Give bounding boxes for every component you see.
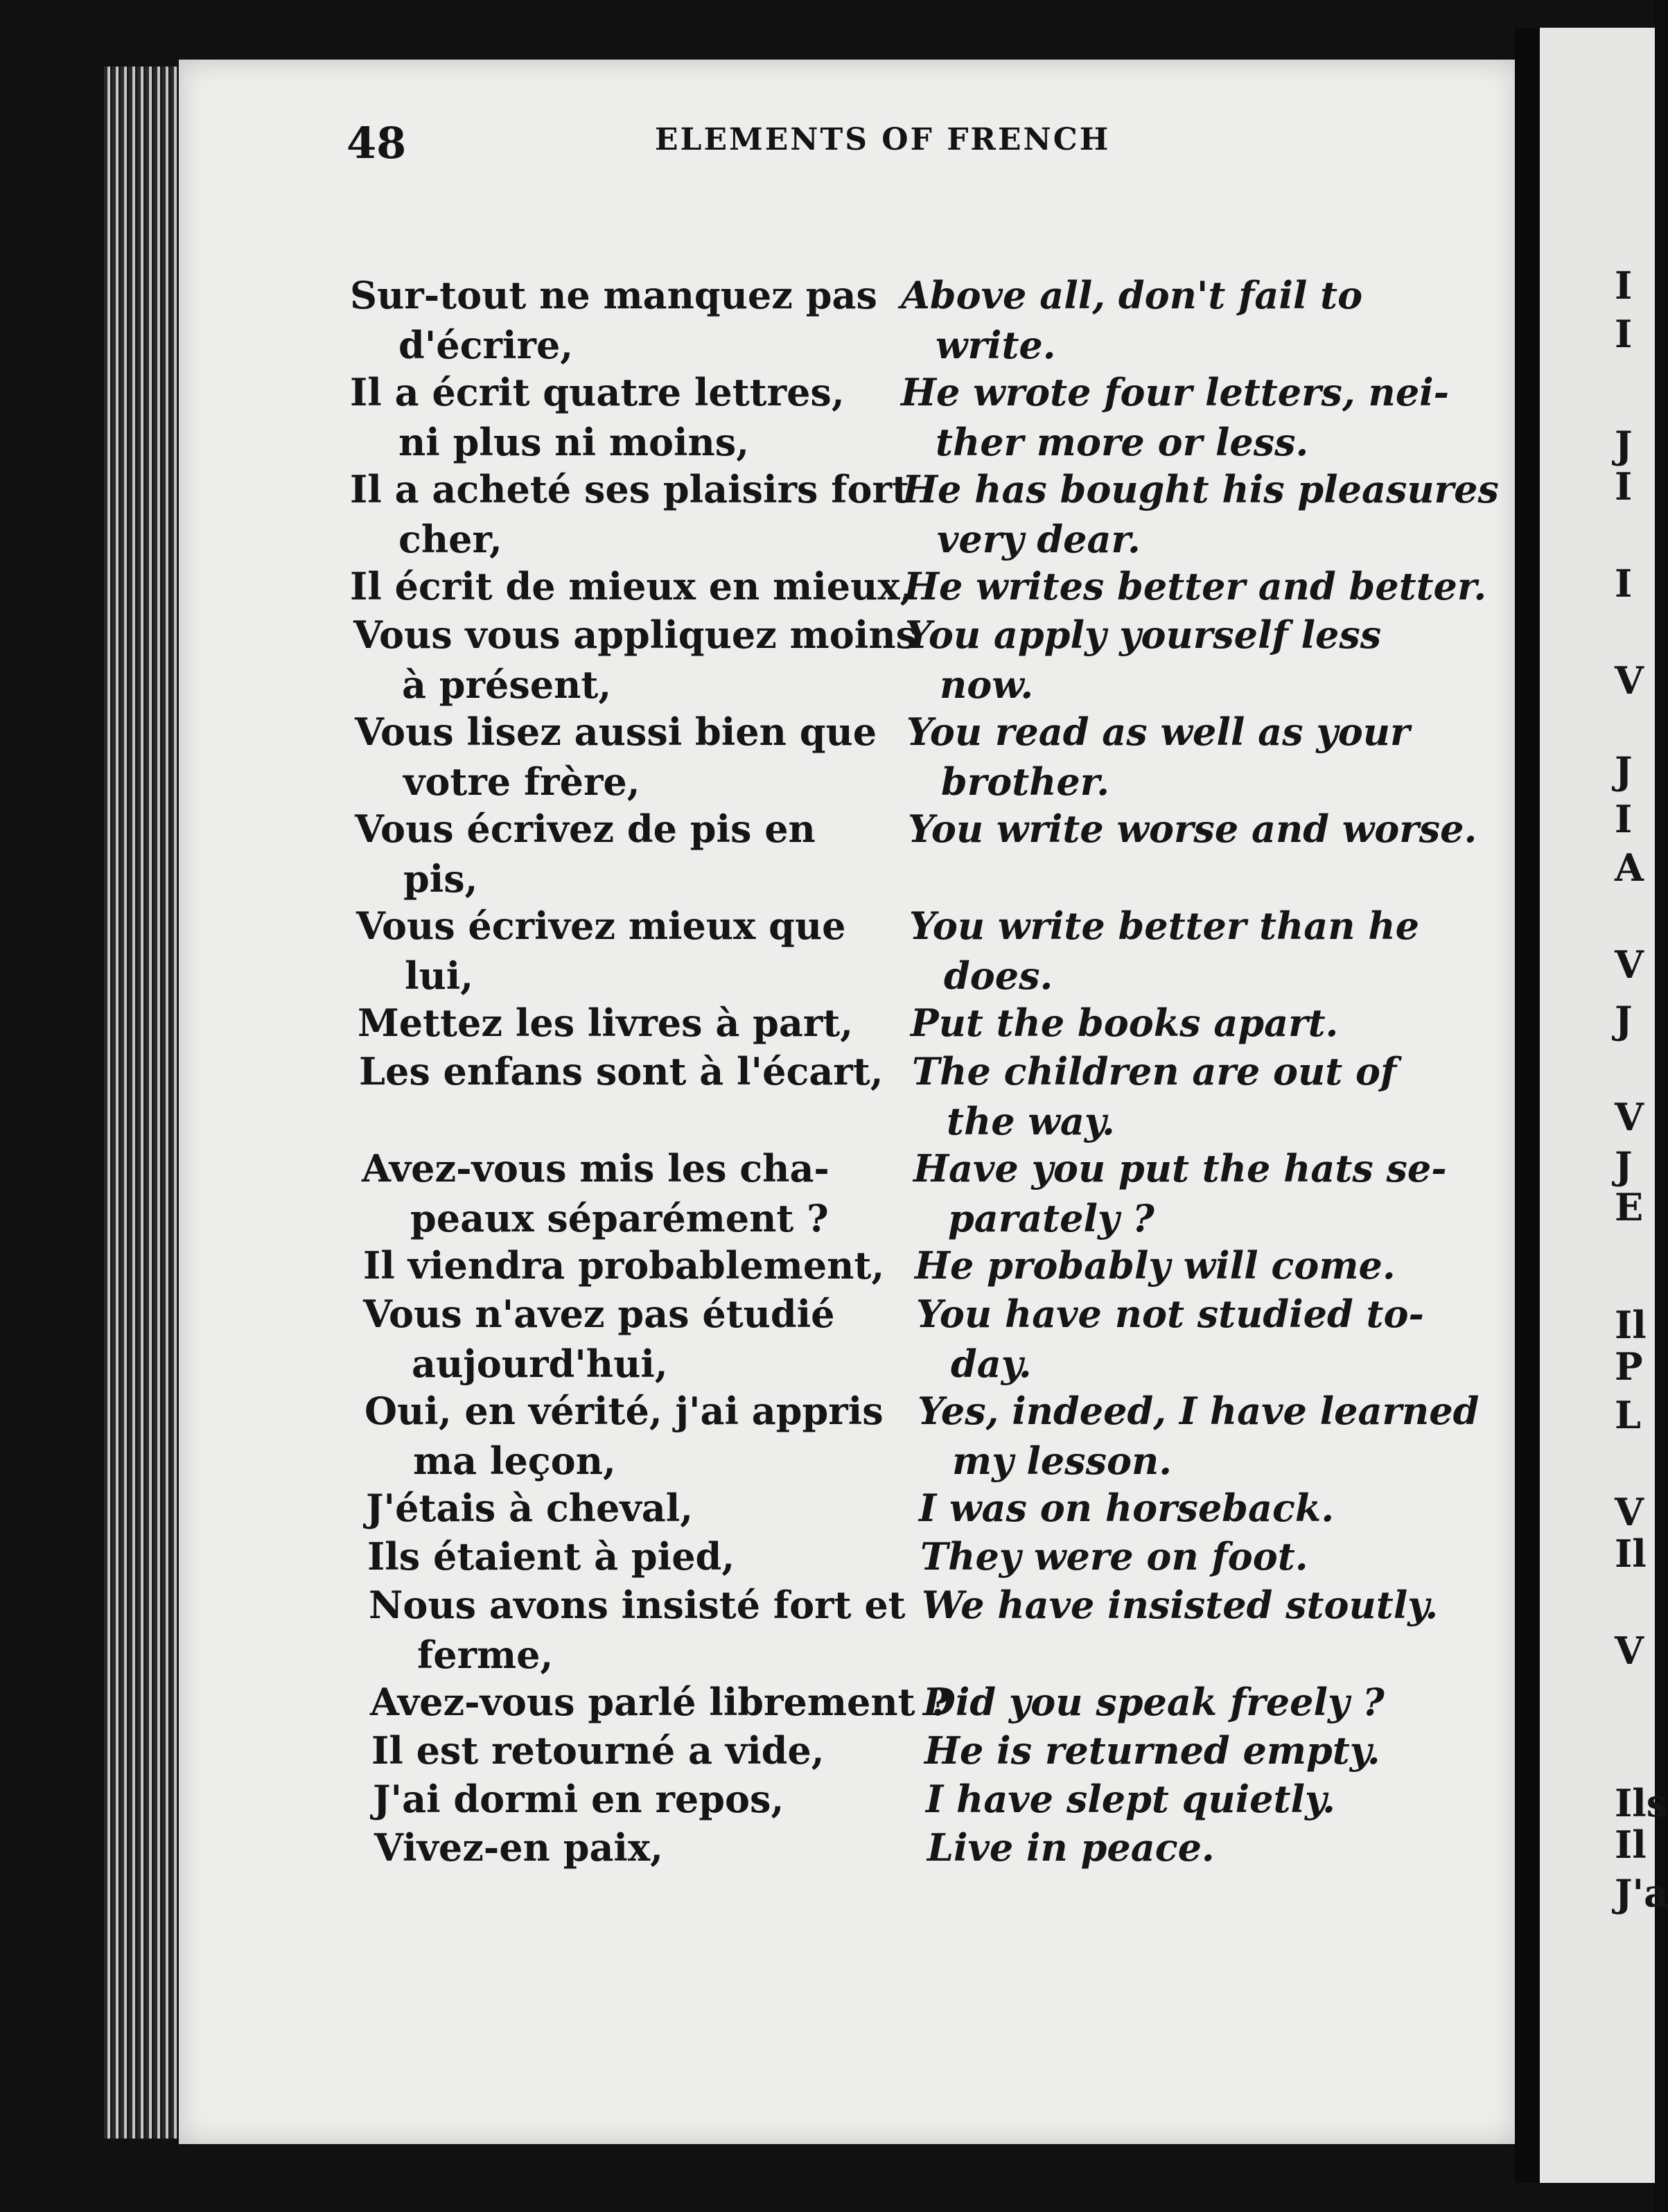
french-phrase (367, 1531, 908, 1581)
english-translation-line: He writes better and better. (904, 564, 1487, 608)
french-phrase-line: J'ai dormi en repos, (373, 1777, 784, 1821)
english-translation-line: He wrote four letters, nei- (901, 370, 1450, 414)
english-translation (922, 1580, 1448, 1630)
french-phrase-line: à présent, (402, 662, 612, 707)
english-translation (926, 1774, 1452, 1824)
french-phrase (370, 1677, 950, 1727)
english-translation (918, 1386, 1480, 1486)
french-phrase-line: aujourd'hui, (412, 1342, 668, 1386)
english-translation-line: They were on foot. (920, 1534, 1308, 1579)
french-phrase (350, 270, 890, 370)
english-translation-line: my lesson. (952, 1439, 1173, 1483)
english-translation (913, 1143, 1447, 1243)
facing-page-letter: Il (1615, 1823, 1647, 1867)
facing-page-letter: L (1615, 1393, 1641, 1437)
english-translation-line: write. (936, 323, 1056, 367)
facing-page-letter: V (1615, 942, 1644, 987)
french-phrase (374, 1823, 915, 1872)
facing-page-letter: J'a (1615, 1871, 1668, 1915)
english-translation-line: Have you put the hats se- (913, 1146, 1447, 1191)
french-phrase-line: Oui, en vérité, j'ai appris (365, 1389, 884, 1433)
facing-page-letter: J (1615, 748, 1633, 793)
english-translation-line: does. (944, 954, 1053, 998)
english-translation-line: He is returned empty. (924, 1728, 1380, 1773)
facing-page-letter: I (1615, 561, 1633, 606)
english-translation (902, 464, 1499, 564)
french-phrase-line: Mettez les livres à part, (358, 1001, 854, 1045)
facing-page-letter: Il (1615, 1303, 1647, 1347)
french-phrase (373, 1774, 913, 1824)
french-phrase (356, 901, 897, 1001)
english-translation (912, 1046, 1439, 1146)
running-title: ELEMENTS OF FRENCH (655, 122, 1111, 157)
french-phrase-line: Les enfans sont à l'écart, (359, 1049, 884, 1094)
english-translation-line: parately ? (948, 1196, 1155, 1240)
french-phrase-line: ferme, (417, 1633, 554, 1677)
english-translation (916, 1289, 1443, 1389)
facing-page-letter: V (1615, 1490, 1644, 1534)
english-translation-line: day. (951, 1342, 1032, 1386)
english-translation-line: I have slept quietly. (926, 1777, 1335, 1821)
english-translation-line: You read as well as your (906, 710, 1410, 754)
french-phrase (359, 1046, 899, 1096)
french-phrase-line: Avez-vous mis les cha- (362, 1146, 829, 1191)
french-phrase-line: ma leçon, (413, 1439, 616, 1483)
facing-page-letter: I (1615, 464, 1633, 509)
french-phrase (362, 1143, 902, 1243)
french-phrase-line: Vous vous appliquez moins (353, 613, 917, 657)
facing-page-letter: V (1615, 658, 1644, 703)
english-translation-line: He has bought his pleasures (902, 467, 1499, 511)
french-phrase (366, 1483, 906, 1533)
french-phrase (358, 998, 898, 1048)
english-translation-line: now. (940, 662, 1034, 707)
english-translation-line: You write better than he (909, 904, 1419, 948)
facing-page-letter: V (1615, 1095, 1644, 1139)
english-translation (906, 707, 1433, 807)
french-phrase-line: Il viendra probablement, (363, 1243, 885, 1288)
facing-page-letter: I (1615, 263, 1633, 308)
french-phrase (363, 1240, 904, 1290)
english-translation (920, 1531, 1447, 1581)
french-phrase (353, 610, 917, 710)
english-translation (909, 901, 1436, 1001)
english-translation-line: ther more or less. (936, 420, 1309, 464)
english-translation-line: He probably will come. (915, 1243, 1396, 1288)
english-translation (904, 561, 1487, 611)
english-translation-line: We have insisted stoutly. (922, 1583, 1439, 1627)
english-translation (905, 610, 1432, 710)
french-phrase-line: Vivez-en paix, (374, 1825, 663, 1870)
english-translation (919, 1483, 1446, 1533)
facing-page-letter: J (1615, 423, 1633, 467)
english-translation-line: The children are out of (912, 1049, 1397, 1094)
english-translation (923, 1677, 1450, 1727)
french-phrase-line: Il écrit de mieux en mieux, (350, 564, 913, 608)
french-phrase-line: Vous n'avez pas étudié (363, 1292, 835, 1336)
french-phrase-line: Vous lisez aussi bien que (355, 710, 877, 754)
facing-page-letter: Il (1615, 1531, 1647, 1576)
english-translation-line: Yes, indeed, I have learned (918, 1389, 1480, 1433)
english-translation-line: very dear. (937, 517, 1141, 561)
facing-page-letter: Ils (1615, 1781, 1668, 1825)
english-translation-line: the way. (947, 1099, 1115, 1143)
english-translation-line: You have not studied to- (916, 1292, 1424, 1336)
facing-page-letter: E (1615, 1185, 1644, 1229)
english-translation-line: Above all, don't fail to (901, 273, 1363, 317)
french-phrase (355, 707, 895, 807)
french-phrase (355, 804, 895, 904)
french-phrase-line: Ils étaient à pied, (367, 1534, 735, 1579)
facing-page-letter: P (1615, 1344, 1643, 1389)
english-translation-line: brother. (941, 760, 1110, 804)
french-phrase-line: lui, (405, 954, 474, 998)
french-phrase-line: cher, (398, 517, 502, 561)
french-phrase-line: Vous écrivez mieux que (356, 904, 846, 948)
english-translation (924, 1726, 1451, 1775)
english-translation (927, 1823, 1454, 1872)
french-phrase-line: Sur-tout ne manquez pas (350, 273, 877, 317)
english-translation (908, 804, 1477, 854)
page-number: 48 (346, 118, 407, 168)
french-phrase (350, 464, 909, 564)
french-phrase (371, 1726, 912, 1775)
french-phrase (365, 1386, 905, 1486)
english-translation-line: Live in peace. (927, 1825, 1215, 1870)
english-translation-line: You apply yourself less (905, 613, 1382, 657)
facing-page-letter: J (1615, 998, 1633, 1042)
english-translation-line: You write worse and worse. (908, 807, 1477, 851)
french-phrase (350, 561, 913, 611)
french-phrase (363, 1289, 904, 1389)
english-translation-line: I was on horseback. (919, 1486, 1335, 1530)
french-phrase-line: Avez-vous parlé librement ? (370, 1680, 950, 1724)
english-translation-line: Did you speak freely ? (923, 1680, 1385, 1724)
french-phrase-line: pis, (403, 857, 478, 901)
french-phrase-line: peaux séparément ? (410, 1196, 829, 1240)
french-phrase (369, 1580, 909, 1680)
french-phrase-line: Il a écrit quatre lettres, (350, 370, 845, 414)
facing-page-letter: V (1615, 1629, 1644, 1673)
french-phrase (350, 367, 890, 467)
facing-page-letter: I (1615, 797, 1633, 841)
french-phrase-line: votre frère, (403, 760, 640, 804)
facing-page-letter: J (1615, 1143, 1633, 1188)
english-translation (901, 270, 1428, 370)
french-phrase-line: Nous avons insisté fort et (369, 1583, 906, 1627)
french-phrase-line: J'étais à cheval, (366, 1486, 694, 1530)
french-phrase-line: Il est retourné a vide, (371, 1728, 825, 1773)
french-phrase-line: Vous écrivez de pis en (355, 807, 816, 851)
french-phrase-line: Il a acheté ses plaisirs fort (350, 467, 909, 511)
english-translation-line: Put the books apart. (911, 1001, 1339, 1045)
facing-page-letter: I (1615, 312, 1633, 356)
english-translation (915, 1240, 1441, 1290)
french-phrase-line: d'écrire, (398, 323, 574, 367)
english-translation (901, 367, 1450, 467)
english-translation (911, 998, 1437, 1048)
facing-page-letter: A (1615, 845, 1644, 890)
french-phrase-line: ni plus ni moins, (398, 420, 750, 464)
